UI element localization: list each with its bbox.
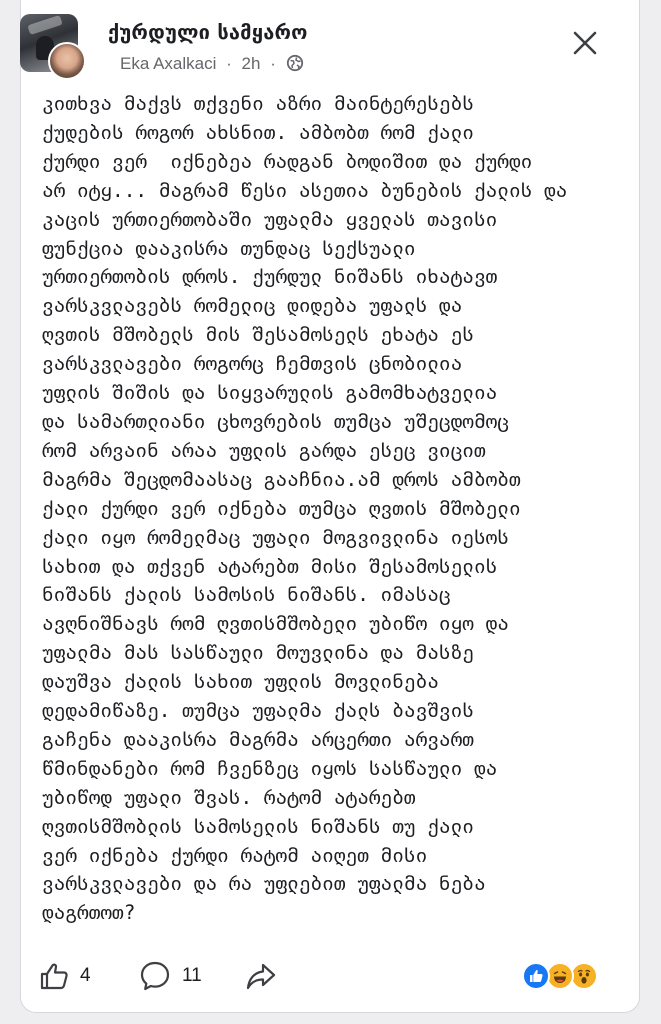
post-body-line: მაგრმა შეცდომაასაც გააჩნია.ამ დროს ამბობთ <box>42 467 521 491</box>
like-reaction-icon <box>522 962 550 990</box>
post-body-line: ვარსკვლავები და რა უფლებით უფალმა ნება <box>42 872 486 896</box>
post-body-line: ღვთის მშობელს მის შესამოსელს ეხატა ეს <box>42 323 474 347</box>
post-body <box>42 90 622 928</box>
group-avatar-highlight <box>27 15 62 35</box>
post-body-line: ვარსკვლავები როგორც ჩემთვის ცნობილია <box>42 352 463 376</box>
share-arrow-icon <box>244 959 278 993</box>
post-body-line: კითხვა მაქვს თქვენი აზრი მაინტერესებს <box>42 92 474 115</box>
post-body-line: ქალი ქურდი ვერ იქნება თუმცა ღვთის მშობელი <box>42 496 521 520</box>
comment-count: 11 <box>182 965 202 986</box>
post-body-line: დაგრთოთ? <box>42 901 136 925</box>
post-body-line: უბიწოდ უფალი შვას. რატომ ატარებთ <box>42 785 416 809</box>
meta-separator: · <box>226 54 232 73</box>
share-button[interactable] <box>244 956 278 996</box>
post-meta <box>120 54 304 77</box>
author-avatar[interactable] <box>48 42 86 80</box>
post-body-line: ავღნიშნავს რომ ღვთისმშობელი უბიწო იყო და <box>42 612 509 636</box>
reactions-summary[interactable] <box>522 962 604 992</box>
author-name[interactable]: Eka Axalkaci <box>120 54 217 73</box>
post-body-line: ღვთისმშობლის სამოსელის ნიშანს თუ ქალი <box>42 814 474 838</box>
post-body-line: ურთიერთობის დროს. ქურდულ ნიშანს იხატავთ <box>42 265 498 289</box>
like-button[interactable] <box>38 956 91 996</box>
like-count: 4 <box>80 965 91 986</box>
comment-button[interactable] <box>138 956 202 996</box>
group-name[interactable]: ქურდული სამყარო <box>108 20 308 44</box>
globe-icon <box>286 54 304 77</box>
post-body-line: დედამიწაზე. თუმცა უფალმა ქალს ბავშვის <box>42 699 474 723</box>
close-icon <box>568 26 602 60</box>
post-body-line: სახით და თქვენ ატარებთ მისი შესამოსელის <box>42 554 498 578</box>
post-footer <box>20 956 620 996</box>
post-body-line: ქურდი ვერ იქნებეა რადგან ბოდიშით და ქურდი <box>42 149 533 173</box>
post-body-line: უფალმა მას სასწაული მოუვლინა და მასზე <box>42 641 474 665</box>
post-body-line: ქუდების როგორ ახსნით. ამბობთ რომ ქალი <box>42 120 474 144</box>
post-body-line: გაჩენა დააკისრა მაგრმა არცერთი არვართ <box>42 727 474 751</box>
comment-bubble-icon <box>138 959 172 993</box>
post-body-line: დაუშვა ქალის სახით უფლის მოვლინება <box>42 670 439 694</box>
post-body-line: არ იტყ... მაგრამ წესი ასეთია ბუნების ქალის და <box>42 178 568 202</box>
post-header <box>20 14 620 78</box>
meta-separator: · <box>270 54 276 73</box>
close-button[interactable] <box>568 26 602 60</box>
post-body-line: უფლის შიშის და სიყვარულის გამომხატველია <box>42 381 498 405</box>
post-body-line: ქალი იყო რომელმაც უფალი მოგვივლინა იესოს <box>42 525 509 549</box>
post-body-line: და სამართლიანი ცხოვრების თუმცა უშეცდომოც <box>42 409 509 433</box>
post-body-line: რომ არვაინ არაა უფლის გარდა ესეც ვიცით <box>42 438 486 462</box>
wow-reaction-icon <box>570 962 598 990</box>
post-time[interactable]: 2h <box>241 54 261 73</box>
post-body-line: ნიშანს ქალის სამოსის ნიშანს. იმასაც <box>42 583 451 607</box>
post-body-line: წმინდანები რომ ჩვენზეც იყოს სასწაული და <box>42 756 498 780</box>
post-body-line: ვერ იქნება ქურდი რატომ აიღეთ მისი <box>42 843 428 867</box>
post-body-line: ვარსკვლავებს რომელიც დიდება უფალს და <box>42 294 463 318</box>
haha-reaction-icon <box>546 962 574 990</box>
post-body-line: კაცის ურთიერთობაში უფალმა ყველას თავისი <box>42 207 498 231</box>
post-body-line: ფუნქცია დააკისრა თუნდაც სექსუალი <box>42 236 416 260</box>
thumbs-up-icon <box>38 960 70 992</box>
